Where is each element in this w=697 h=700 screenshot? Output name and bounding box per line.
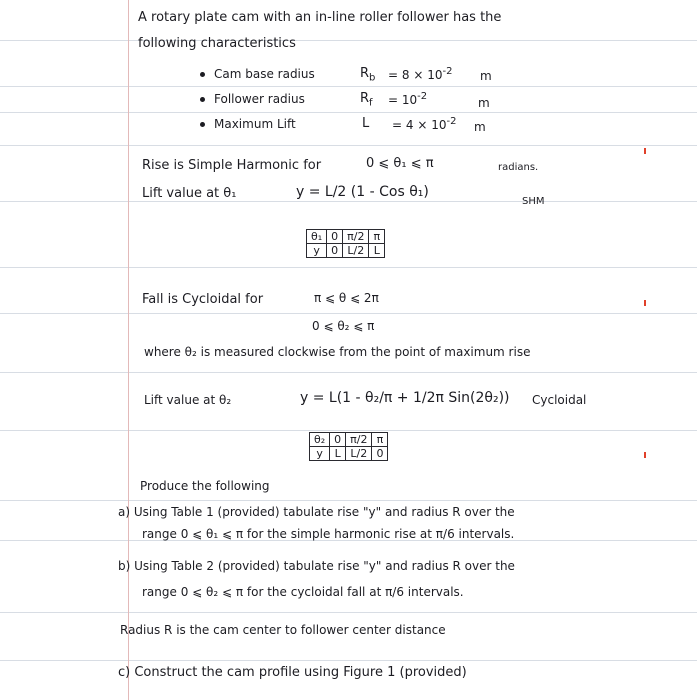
ruled-line	[0, 500, 697, 501]
table-cell: π	[369, 230, 385, 244]
bullet	[200, 97, 205, 102]
table-row	[310, 447, 388, 461]
table-cell: 0	[330, 433, 346, 447]
margin-line	[128, 0, 129, 700]
ruled-line	[0, 372, 697, 373]
fall-lift-label: Lift value at θ₂	[144, 393, 232, 407]
intro-line-2: following characteristics	[138, 36, 296, 51]
ruled-line	[0, 112, 697, 113]
table-cell: 0	[372, 447, 388, 461]
fall-line: Fall is Cycloidal for	[142, 292, 264, 307]
ruled-line	[0, 201, 697, 202]
ruled-line	[0, 267, 697, 268]
table-cell: L	[369, 244, 385, 258]
page-tick-mark	[644, 300, 646, 306]
task-c: c) Construct the cam profile using Figure 1 (provided)	[118, 665, 467, 680]
characteristic-symbol: L	[362, 116, 370, 131]
fall-formula: y = L(1 - θ₂/π + 1/2π Sin(2θ₂))	[300, 390, 510, 406]
characteristic-unit: m	[478, 96, 490, 110]
characteristic-unit: m	[474, 120, 486, 134]
rise-lift-label: Lift value at θ₁	[142, 186, 237, 201]
ruled-line	[0, 612, 697, 613]
intro-line-1: A rotary plate cam with an in-line roller follower has the	[138, 10, 502, 25]
task-a-line-1: a) Using Table 1 (provided) tabulate rise "y" and radius R over the	[118, 505, 515, 519]
characteristic-label: Maximum Lift	[214, 117, 296, 131]
ruled-line	[0, 86, 697, 87]
ruled-line	[0, 660, 697, 661]
characteristic-symbol: $R_f$	[360, 91, 373, 109]
tasks-heading: Produce the following	[140, 479, 270, 493]
table-cell: π	[372, 433, 388, 447]
ruled-line	[0, 430, 697, 431]
rise-formula: y = L/2 (1 - Cos θ₁)	[296, 184, 429, 200]
rise-range: 0 ⩽ θ₁ ⩽ π	[366, 156, 434, 171]
fall-table	[309, 432, 388, 461]
table-cell: L/2	[346, 447, 372, 461]
ruled-line	[0, 145, 697, 146]
table-header-cell: y	[310, 447, 330, 461]
characteristic-label: Cam base radius	[214, 67, 315, 81]
bullet	[200, 122, 205, 127]
table-row	[307, 244, 385, 258]
characteristic-label: Follower radius	[214, 92, 305, 106]
table-cell: π/2	[343, 230, 369, 244]
characteristic-unit: m	[480, 69, 492, 83]
rise-table	[306, 229, 385, 258]
fall-range-2: 0 ⩽ θ₂ ⩽ π	[312, 319, 375, 333]
page-tick-mark	[644, 148, 646, 154]
characteristic-value: = $4 \times 10^{-2}$	[392, 116, 457, 132]
ruled-line	[0, 40, 697, 41]
table-cell: L/2	[343, 244, 369, 258]
table-header-cell: y	[307, 244, 327, 258]
table-cell: 0	[327, 244, 343, 258]
characteristic-value: = $8 \times 10^{-2}$	[388, 66, 453, 82]
ruled-line	[0, 313, 697, 314]
fall-formula-name: Cycloidal	[532, 393, 587, 407]
page-tick-mark	[644, 452, 646, 458]
task-b-line-1: b) Using Table 2 (provided) tabulate rise "y" and radius R over the	[118, 559, 515, 573]
table-header-cell: θ₁	[307, 230, 327, 244]
task-b-line-2: range 0 ⩽ θ₂ ⩽ π for the cycloidal fall at π/6 intervals.	[142, 585, 464, 599]
table-cell: L	[330, 447, 346, 461]
table-header-cell: θ₂	[310, 433, 330, 447]
rise-units: radians.	[498, 162, 539, 173]
radius-note: Radius R is the cam center to follower center distance	[120, 623, 446, 637]
table-cell: 0	[327, 230, 343, 244]
table-cell: π/2	[346, 433, 372, 447]
table-row	[310, 433, 388, 447]
characteristic-value: = $10^{-2}$	[388, 91, 428, 107]
task-a-line-2: range 0 ⩽ θ₁ ⩽ π for the simple harmonic rise at π/6 intervals.	[142, 527, 515, 541]
table-row	[307, 230, 385, 244]
fall-where-note: where θ₂ is measured clockwise from the point of maximum rise	[144, 345, 531, 359]
bullet	[200, 72, 205, 77]
fall-range: π ⩽ θ ⩽ 2π	[314, 291, 379, 305]
characteristic-symbol: $R_b$	[360, 66, 376, 84]
rise-formula-name: SHM	[522, 196, 545, 207]
rise-line: Rise is Simple Harmonic for	[142, 158, 322, 173]
